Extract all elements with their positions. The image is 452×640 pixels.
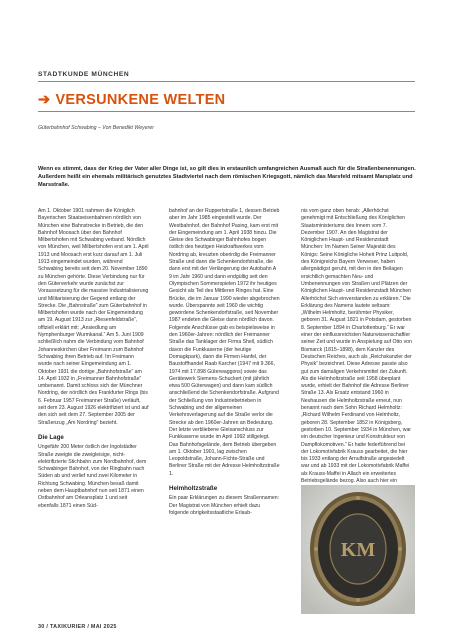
text-column-2	[169, 208, 280, 517]
article-headline	[38, 92, 225, 108]
text-column-3	[301, 208, 412, 493]
section-heading-lage: Die Lage	[38, 433, 64, 441]
lead-paragraph: Wenn es stimmt, dass der Krieg der Vater aller Dinge ist, so gilt dies in erstaunlich umfangreichen Ausmaß auch für die Straßenbenennungen. Außerdem heißt ein ehemals militärisch genutztes Stadtviertel nach dem römischen Kriegsgott, nämlich das Marsfeld mitsamt Marsplatz und Marsstraße.	[38, 166, 416, 188]
footer-issue: 30 / TAXIKURIER / MAI 2025	[38, 624, 117, 630]
kicker-rule	[38, 81, 415, 82]
title-rule	[38, 111, 415, 112]
paragraph: Ein paar Erklärungen zu diesem Straßennamen: Der Magistrat von München erhielt dazu folgende obrigkeitsstaatliche Erlaub-	[169, 495, 280, 516]
paragraph: bahnhof an der Ruppertstraße 1, dessen Betrieb aber im Jahr 1985 eingestellt wurde. Der Westbahnhof, der Bahnhof Pasing, kam erst mit der Eingemeindung am 1. April 1938 hinzu. Die Gleise des Schwabinger Bahnhofes bogen östlich des heutigen Heizkraftwerkes vom Nordring ab, kreuzten oberirdig die Freimanner Straße und dann die Schenkendorfstraße, die dann erst mit der Verlängerung der Autobahn A 9 im Jahr 1960 und dann endgültig seit den Olympischen Sommerspielen 1972 ihr heutiges Gesicht als Teil des Mittleren Ringes hat. Eine Brücke, die im Januar 1990 wieder abgebrochen wurde. Überspannte seit 1960 die wichtig gewordene Schenkendorfstraße, seit November 1987 endeten die Gleise dann nördlich davon. Folgende Anschlüsse gab es beispielsweise in den 1960er-Jahren: nördlich der Freimanner Straße das Tanklager der Firma Shell, südlich davon die Funkkaserne (der heutige Domagkpark), dann die Firmen Hanfel, der Baustoffhandel Raab Karcher (1947 mit 9.366, 1974 mit 17.898 Güterwaggons) sowie das Gerätewerk Siemens-Schuckert (mit jährlich etwa 500 Güterwagen) und dann kam südlich anschließend die Schenkendorfstraße. Aufgrund der Schließung von Industriebetrieben in Schwabing und der allgemeinen Verkehrsverlagerung auf die Straße verlor die Strecke ab den 1960er-Jahren an Bedeutung. Der letzte verbliebene Gleisanschluss zur Funkkaserne wurde im April 1992 stillgelegt. Das Bahnhofsgelände, dem Betrieb übergeben am 1. Oktober 1901, lag zwischen Leopoldstraße, Johann-Fichte-Straße und Berliner Straße mit der Adresse Helmholtzstraße 1.	[169, 208, 280, 477]
paragraph: Ungefähr 200 Meter östlich der Ingolstädter Straße zweigte die zweigleisige, nicht-elektrifizierte Stichbahn zum Nordbahnhof, dem Schwabinger Bahnhof, von der Ringbahn nach Süden ab und verlief rund zwei Kilometer in Richtung Schwabing. München besaß damit neben dem Hauptbahnhof nun seit 1871 einen Ostbahnhof am Orleansplatz 1 und seit ebenfalls 1871 einen Süd-	[38, 444, 147, 509]
section-heading-helmholtzstrasse: Helmholtzstraße	[169, 484, 218, 492]
article-subtitle: Güterbahnhof Schwabing – Von Benedikt Weyerer	[38, 125, 154, 131]
paragraph: Am 1. Oktober 1901 nahmen die Königlich Bayerischen Staatseisenbahnen nördlich von München eine Bahnstrecke in Betrieb, die den Bahnhof Moosach über den Bahnhof Milbertshofen mit Schwabing verband. Nördlich von München, weil Milbertshofen erst am 1. April 1913 und Moosach erst kurz darauf am 1. Juli 1913 eingemeindet wurden, während Schwabing bereits seit dem 20. November 1890 zu München gehörte. Diese Verbindung nur für den Güterverkehr wurde zunächst zur Voraussetzung für die massive Industrialisierung und Militarisierung der Gegend entlang der Strecke. Die „Bahnstraße“ zum Güterbahnhof in Milbertshofen wurde nach der Eingemeindung am 19. August 1913 zur „Riesenfeldstraße“, offiziell erklärt mit: „Ansiedlung am Nymphenburger Wurmkanal.“ Am 5. Juni 1909 schließlich nahm die Verbindung vom Bahnhof Johanneskirchen über Freimann zum Bahnhof Schwabing ihren Betrieb auf. Im Freimann wurde nach seiner Eingemeindung am 1. Oktober 1931 die dortige „Bahnhofstraße“ am 14. April 1932 in „Freimanner Bahnhofstraße“ umbenannt. Damit schloss sich der Münchner Nordring, der nördlich des Frankfurter Rings (bis 6. Februar 1957 Freimanner Straße) verläuft, seit dem 23. August 1926 elektrifiziert ist und auf den sich seit dem 27. September 2005 der Straßenzug „Am Nordring“ bezieht.	[38, 208, 149, 426]
emblem-monogram: KM	[340, 539, 376, 561]
text-column-1	[38, 208, 149, 510]
emblem-illustration	[301, 485, 415, 614]
locomotive-emblem-photo	[301, 485, 415, 614]
section-kicker: STADTKUNDE MÜNCHEN	[38, 71, 130, 78]
headline-text: VERSUNKENE WELTEN	[55, 92, 226, 108]
page-footer	[38, 624, 117, 630]
arrow-right-icon: ➔	[38, 92, 51, 108]
paragraph: nis vom ganz oben herab: „Allerhöchst genehmigt mit Entschließung des Königlichen Staatsministeriums des Innern vom 7. Dezember 1907. An den Magistrat der Königlichen Haupt- und Residenzstadt München: Im Namen Seiner Majestät des Königs: Seine Königliche Hoheit Prinz Luitpold, des Königreichs Bayern Verweser, haben allergnädigst geruht, mit den in den Beilagen ersichtlich gemachten Neu- und Umbenennungen von Straßen und Plätzen der Königlichen Haupt- und Residenzstadt München Allerhöchst Sich einverstanden zu erklären.“ Die Erklärung des Namens lautete seltsam: „Wilhelm Helmholtz, berühmter Physiker, geboren 31. August 1821 in Potsdam, gestorben 8. September 1894 in Charlottenburg.“ Er war einer der einflussreichsten Naturwissenschaftler seiner Zeit und wurde in Anspielung auf Otto von Bismarck (1815–1898), dem Kanzler des Deutschen Reiches, auch als „Reichskanzler der Physik“ bezeichnet. Diese Adresse passte also gut zum damaligen Verkehrsmittel der Zukunft. Als die Helmholtzstraße seit 1958 überplant wurde, erhielt der Bahnhof die Adresse Berliner Straße 13. Als Ersatz entstand 1960 in Neuhausen die Helmholtzstraße erneut, nun benannt nach dem Sohn Richard Helmholtz: „Richard Wilhelm Ferdinand von Helmholtz, geboren 28. September 1852 in Königsberg, gestorben 10. September 1934 in München, war ein deutscher Ingenieur und Konstrukteur von Dampflokomotiven.“ Er hatte federführend bei der Lokomotivfabrik Krauss gearbeitet, die hier bis 1933 entlang der Arnulfstraße angesiedelt war und ab 1933 mit der Lokomotivfabrik Maffei als Krauss-Maffei in Allach ein erweitertes Betriebsgelände bezog. Also auch hier ein	[301, 208, 412, 484]
